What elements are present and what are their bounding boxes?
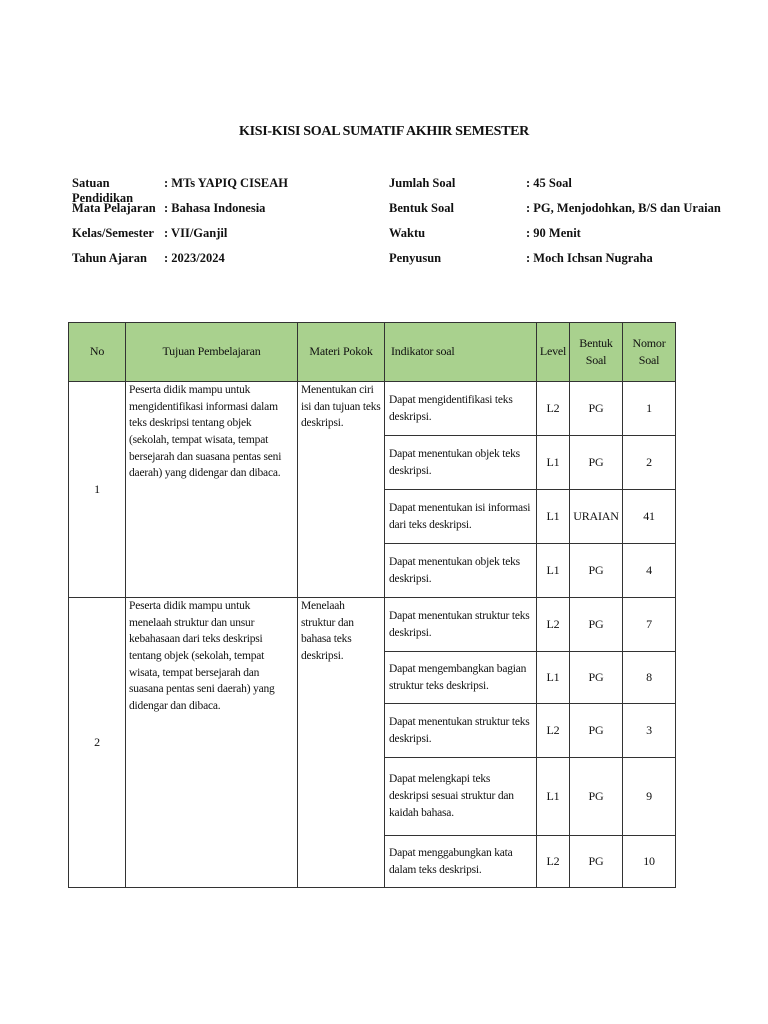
info-value: : Bahasa Indonesia — [164, 201, 266, 215]
info-label: Penyusun — [389, 251, 442, 265]
cell-level: L1 — [537, 652, 570, 704]
cell-nomor: 2 — [623, 436, 676, 490]
cell-nomor: 4 — [623, 544, 676, 598]
cell-indikator: Dapat menentukan isi informasi dari teks deskripsi. — [385, 490, 537, 544]
info-label: Jumlah Soal — [389, 176, 456, 190]
cell-bentuk: PG — [570, 836, 623, 888]
cell-nomor: 1 — [623, 382, 676, 436]
info-value: : MTs YAPIQ CISEAH — [164, 176, 288, 190]
info-label: Waktu — [389, 226, 426, 240]
cell-bentuk: PG — [570, 436, 623, 490]
group-no: 1 — [69, 382, 126, 598]
table-row — [69, 382, 676, 436]
info-row-jumlah — [389, 176, 721, 201]
kisi-kisi-table — [68, 322, 676, 888]
info-label: Tahun Ajaran — [72, 251, 147, 265]
cell-indikator: Dapat mengidentifikasi teks deskripsi. — [385, 382, 537, 436]
cell-indikator: Dapat melengkapi teks deskripsi sesuai struktur dan kaidah bahasa. — [385, 758, 537, 836]
cell-level: L2 — [537, 704, 570, 758]
table-row — [69, 598, 676, 652]
info-right-block — [389, 176, 721, 276]
group-materi: Menentukan ciri isi dan tujuan teks deskripsi. — [298, 382, 385, 598]
cell-indikator: Dapat menentukan objek teks deskripsi. — [385, 544, 537, 598]
info-row-mapel — [72, 201, 288, 226]
header-level: Level — [537, 323, 570, 382]
group-no: 2 — [69, 598, 126, 888]
cell-indikator: Dapat mengembangkan bagian struktur teks deskripsi. — [385, 652, 537, 704]
info-row-satuan — [72, 176, 288, 205]
cell-indikator: Dapat menentukan struktur teks deskripsi. — [385, 704, 537, 758]
info-value: : 45 Soal — [526, 176, 572, 190]
cell-level: L2 — [537, 382, 570, 436]
info-row-waktu — [389, 226, 721, 251]
cell-level: L2 — [537, 598, 570, 652]
group-tujuan: Peserta didik mampu untuk mengidentifikasi informasi dalam teks deskripsi tentang objek (sekolah, tempat wisata, tempat bersejarah dan suasana pentas seni daerah) yang didengar dan dibaca. — [126, 382, 298, 598]
group-tujuan: Peserta didik mampu untuk menelaah struktur dan unsur kebahasaan dari teks deskripsi tentang objek (sekolah, tempat wisata, tempat bersejarah dan suasana pentas seni daerah) yang didengar dan dibaca. — [126, 598, 298, 888]
cell-level: L1 — [537, 436, 570, 490]
header-tujuan: Tujuan Pembelajaran — [126, 323, 298, 382]
cell-level: L1 — [537, 544, 570, 598]
info-value: : 90 Menit — [526, 226, 581, 240]
cell-bentuk: PG — [570, 544, 623, 598]
info-row-penyusun — [389, 251, 721, 276]
info-value: : Moch Ichsan Nugraha — [526, 251, 653, 265]
cell-nomor: 8 — [623, 652, 676, 704]
cell-indikator: Dapat menentukan objek teks deskripsi. — [385, 436, 537, 490]
header-nomor-line1: Nomor — [632, 335, 666, 350]
cell-level: L2 — [537, 836, 570, 888]
cell-bentuk: PG — [570, 758, 623, 836]
table-header-row — [69, 323, 676, 382]
cell-bentuk: PG — [570, 652, 623, 704]
group-materi: Menelaah struktur dan bahasa teks deskripsi. — [298, 598, 385, 888]
header-materi: Materi Pokok — [298, 323, 385, 382]
info-label: Bentuk Soal — [389, 201, 454, 215]
cell-level: L1 — [537, 758, 570, 836]
header-bentuk: Bentuk Soal — [570, 323, 623, 382]
cell-nomor: 3 — [623, 704, 676, 758]
document-title: KISI-KISI SOAL SUMATIF AKHIR SEMESTER — [239, 124, 529, 139]
info-row-kelas — [72, 226, 288, 251]
cell-nomor: 10 — [623, 836, 676, 888]
info-label: Kelas/Semester — [72, 226, 154, 240]
cell-bentuk: PG — [570, 598, 623, 652]
info-row-tahun — [72, 251, 288, 276]
cell-nomor: 9 — [623, 758, 676, 836]
cell-level: L1 — [537, 490, 570, 544]
info-left-block — [72, 176, 288, 276]
info-value: : VII/Ganjil — [164, 226, 228, 240]
cell-bentuk: PG — [570, 704, 623, 758]
info-label: Satuan Pendidikan — [72, 176, 134, 205]
cell-nomor: 7 — [623, 598, 676, 652]
info-value: : 2023/2024 — [164, 251, 225, 265]
header-indikator: Indikator soal — [385, 323, 537, 382]
info-label: Mata Pelajaran — [72, 201, 156, 215]
info-value: : PG, Menjodohkan, B/S dan Uraian — [526, 201, 721, 215]
info-row-bentuk — [389, 201, 721, 226]
cell-bentuk: PG — [570, 382, 623, 436]
cell-nomor: 41 — [623, 490, 676, 544]
header-nomor-line2: Soal — [638, 353, 660, 367]
cell-bentuk: URAIAN — [570, 490, 623, 544]
header-nomor — [623, 323, 676, 382]
cell-indikator: Dapat menggabungkan kata dalam teks deskripsi. — [385, 836, 537, 888]
cell-indikator: Dapat menentukan struktur teks deskripsi. — [385, 598, 537, 652]
header-no: No — [69, 323, 126, 382]
